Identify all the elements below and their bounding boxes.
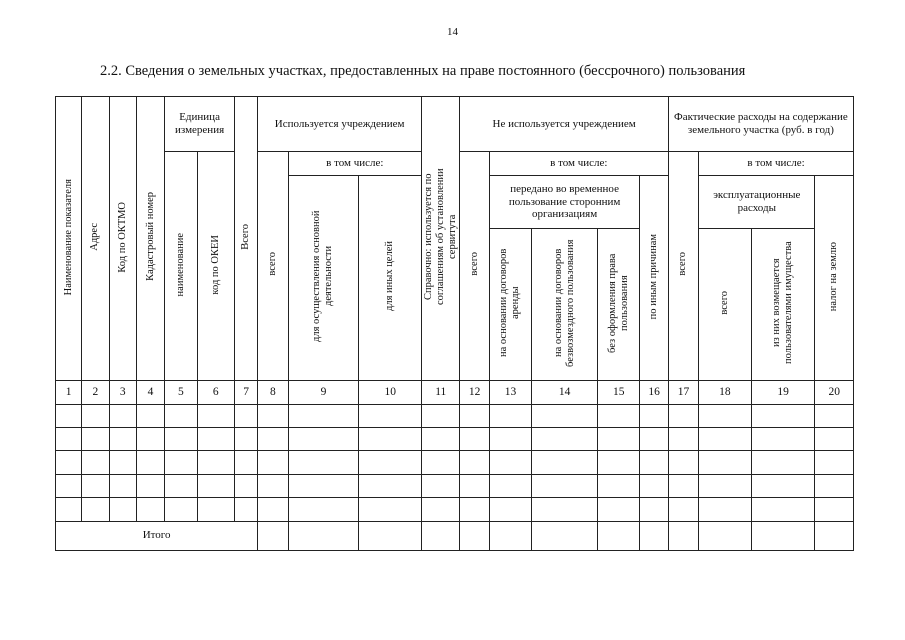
table-cell[interactable] (699, 498, 752, 521)
header-unit-okei: код по ОКЕИ (197, 151, 234, 381)
table-cell[interactable] (56, 428, 82, 451)
table-cell[interactable] (359, 474, 422, 497)
table-row (56, 404, 854, 427)
header-unit-name: наименование (165, 151, 197, 381)
table-cell[interactable] (136, 404, 164, 427)
column-number: 1 (56, 381, 82, 404)
table-cell[interactable] (460, 428, 489, 451)
table-cell[interactable] (815, 404, 854, 427)
table-cell[interactable] (489, 404, 531, 427)
column-number: 3 (109, 381, 136, 404)
table-cell[interactable] (258, 474, 288, 497)
header-op-all: всего (699, 229, 752, 381)
table-cell[interactable] (532, 451, 598, 474)
table-cell[interactable] (668, 451, 698, 474)
table-cell[interactable] (532, 474, 598, 497)
total-cell[interactable] (815, 521, 854, 550)
table-cell[interactable] (815, 498, 854, 521)
table-cell[interactable] (109, 451, 136, 474)
table-cell[interactable] (489, 498, 531, 521)
table-cell[interactable] (56, 451, 82, 474)
header-free-use: на основании договоров безвозмездного пользования (532, 229, 598, 381)
table-cell[interactable] (751, 498, 815, 521)
total-cell[interactable] (258, 521, 288, 550)
table-row (56, 451, 854, 474)
header-servitude: Справочно: используется по соглашениям об установлении сервитута (422, 97, 460, 381)
table-cell[interactable] (460, 404, 489, 427)
header-unit: Единица измерения (165, 97, 235, 152)
table-cell[interactable] (699, 404, 752, 427)
table-cell[interactable] (109, 428, 136, 451)
total-cell[interactable] (640, 521, 668, 550)
column-number: 11 (422, 381, 460, 404)
table-cell[interactable] (597, 451, 639, 474)
table-cell[interactable] (668, 474, 698, 497)
table-cell[interactable] (136, 451, 164, 474)
table-cell[interactable] (109, 404, 136, 427)
column-number: 5 (165, 381, 197, 404)
table-cell[interactable] (597, 428, 639, 451)
header-cadastral: Кадастровый номер (136, 97, 164, 381)
table-cell[interactable] (258, 498, 288, 521)
table-cell[interactable] (136, 428, 164, 451)
column-numbers-row (56, 381, 854, 404)
table-cell[interactable] (82, 428, 109, 451)
column-number: 20 (815, 381, 854, 404)
header-exp-incl: в том числе: (699, 151, 854, 175)
header-not-used: Не используется учреждением (460, 97, 668, 152)
table-cell[interactable] (258, 451, 288, 474)
table-cell[interactable] (699, 451, 752, 474)
section-title: 2.2. Сведения о земельных участках, предоставленных на праве постоянного (бессрочного) пользования (100, 63, 746, 79)
total-cell[interactable] (359, 521, 422, 550)
table-cell[interactable] (234, 474, 257, 497)
total-cell[interactable] (668, 521, 698, 550)
header-used-main: для осуществления основной деятельности (288, 176, 359, 381)
table-cell[interactable] (82, 474, 109, 497)
table-cell[interactable] (234, 428, 257, 451)
total-cell[interactable] (460, 521, 489, 550)
header-used-other: для иных целей (359, 176, 422, 381)
table-cell[interactable] (489, 428, 531, 451)
table-cell[interactable] (258, 404, 288, 427)
column-number: 7 (234, 381, 257, 404)
table-cell[interactable] (288, 428, 359, 451)
total-cell[interactable] (532, 521, 598, 550)
table-cell[interactable] (699, 474, 752, 497)
column-number: 17 (668, 381, 698, 404)
total-label: Итого (56, 521, 258, 550)
table-cell[interactable] (56, 404, 82, 427)
table-cell[interactable] (56, 474, 82, 497)
table-cell[interactable] (640, 474, 668, 497)
column-number: 8 (258, 381, 288, 404)
total-cell[interactable] (751, 521, 815, 550)
column-number: 2 (82, 381, 109, 404)
column-number: 14 (532, 381, 598, 404)
table-cell[interactable] (422, 474, 460, 497)
header-no-right: без оформления права пользования (597, 229, 639, 381)
table-cell[interactable] (668, 428, 698, 451)
table-cell[interactable] (82, 404, 109, 427)
header-exp-all: всего (668, 151, 698, 381)
header-used-incl: в том числе: (288, 151, 422, 175)
column-number: 18 (699, 381, 752, 404)
header-reimbursed: из них возмещается пользователями имущества (751, 229, 815, 381)
table-cell[interactable] (197, 498, 234, 521)
header-not-used-incl: в том числе: (489, 151, 668, 175)
table-cell[interactable] (815, 451, 854, 474)
table-cell[interactable] (751, 404, 815, 427)
table-cell[interactable] (109, 474, 136, 497)
table-cell[interactable] (197, 451, 234, 474)
header-total: Всего (234, 97, 257, 381)
table-cell[interactable] (165, 428, 197, 451)
table-cell[interactable] (359, 498, 422, 521)
table-cell[interactable] (532, 404, 598, 427)
table-cell[interactable] (359, 451, 422, 474)
header-land-tax: налог на землю (815, 176, 854, 381)
table-cell[interactable] (815, 474, 854, 497)
column-number: 13 (489, 381, 531, 404)
table-row (56, 428, 854, 451)
table-cell[interactable] (668, 498, 698, 521)
table-cell[interactable] (815, 428, 854, 451)
land-plots-table (55, 96, 854, 551)
total-row (56, 521, 854, 550)
table-cell[interactable] (489, 451, 531, 474)
table-cell[interactable] (699, 428, 752, 451)
table-cell[interactable] (422, 498, 460, 521)
table-cell[interactable] (597, 498, 639, 521)
table-cell[interactable] (234, 498, 257, 521)
table-cell[interactable] (532, 498, 598, 521)
table-cell[interactable] (751, 428, 815, 451)
table-cell[interactable] (460, 498, 489, 521)
table-cell[interactable] (359, 428, 422, 451)
column-number: 15 (597, 381, 639, 404)
table-cell[interactable] (82, 498, 109, 521)
table-cell[interactable] (751, 474, 815, 497)
header-address: Адрес (82, 97, 109, 381)
column-number: 16 (640, 381, 668, 404)
table-row (56, 498, 854, 521)
table-cell[interactable] (82, 451, 109, 474)
table-cell[interactable] (234, 451, 257, 474)
table-cell[interactable] (460, 451, 489, 474)
table-cell[interactable] (422, 451, 460, 474)
table-cell[interactable] (109, 498, 136, 521)
table-cell[interactable] (640, 404, 668, 427)
table-cell[interactable] (489, 474, 531, 497)
column-number: 4 (136, 381, 164, 404)
header-used-all: всего (258, 151, 288, 381)
header-lease: на основании договоров аренды (489, 229, 531, 381)
table-cell[interactable] (668, 404, 698, 427)
header-oktmo: Код по ОКТМО (109, 97, 136, 381)
table-cell[interactable] (288, 451, 359, 474)
table-cell[interactable] (532, 428, 598, 451)
table-cell[interactable] (197, 428, 234, 451)
header-used: Используется учреждением (258, 97, 422, 152)
table-cell[interactable] (597, 474, 639, 497)
column-number: 19 (751, 381, 815, 404)
table-cell[interactable] (288, 404, 359, 427)
table-cell[interactable] (165, 404, 197, 427)
table-cell[interactable] (165, 498, 197, 521)
table-cell[interactable] (460, 474, 489, 497)
table-cell[interactable] (359, 404, 422, 427)
table-cell[interactable] (422, 404, 460, 427)
total-cell[interactable] (288, 521, 359, 550)
table-cell[interactable] (136, 474, 164, 497)
table-cell[interactable] (640, 498, 668, 521)
table-cell[interactable] (751, 451, 815, 474)
table-cell[interactable] (197, 404, 234, 427)
table-cell[interactable] (422, 428, 460, 451)
header-other-reasons: по иным причинам (640, 176, 668, 381)
table-cell[interactable] (640, 428, 668, 451)
table-cell[interactable] (136, 498, 164, 521)
column-number: 6 (197, 381, 234, 404)
table-cell[interactable] (597, 404, 639, 427)
header-operating: эксплуатационные расходы (699, 176, 815, 229)
header-transferred: передано во временное пользование сторонним организациям (489, 176, 640, 229)
total-cell[interactable] (489, 521, 531, 550)
table-cell[interactable] (165, 451, 197, 474)
table-cell[interactable] (234, 404, 257, 427)
table-cell[interactable] (56, 498, 82, 521)
header-expenses: Фактические расходы на содержание земельного участка (руб. в год) (668, 97, 853, 152)
table-cell[interactable] (640, 451, 668, 474)
total-cell[interactable] (699, 521, 752, 550)
total-cell[interactable] (597, 521, 639, 550)
table-cell[interactable] (288, 498, 359, 521)
header-not-used-all: всего (460, 151, 489, 381)
table-cell[interactable] (197, 474, 234, 497)
column-number: 9 (288, 381, 359, 404)
column-number: 10 (359, 381, 422, 404)
header-name: Наименование показателя (56, 97, 82, 381)
table-cell[interactable] (288, 474, 359, 497)
table-row (56, 474, 854, 497)
page-number: 14 (447, 26, 458, 38)
table-cell[interactable] (258, 428, 288, 451)
table-cell[interactable] (165, 474, 197, 497)
column-number: 12 (460, 381, 489, 404)
total-cell[interactable] (422, 521, 460, 550)
